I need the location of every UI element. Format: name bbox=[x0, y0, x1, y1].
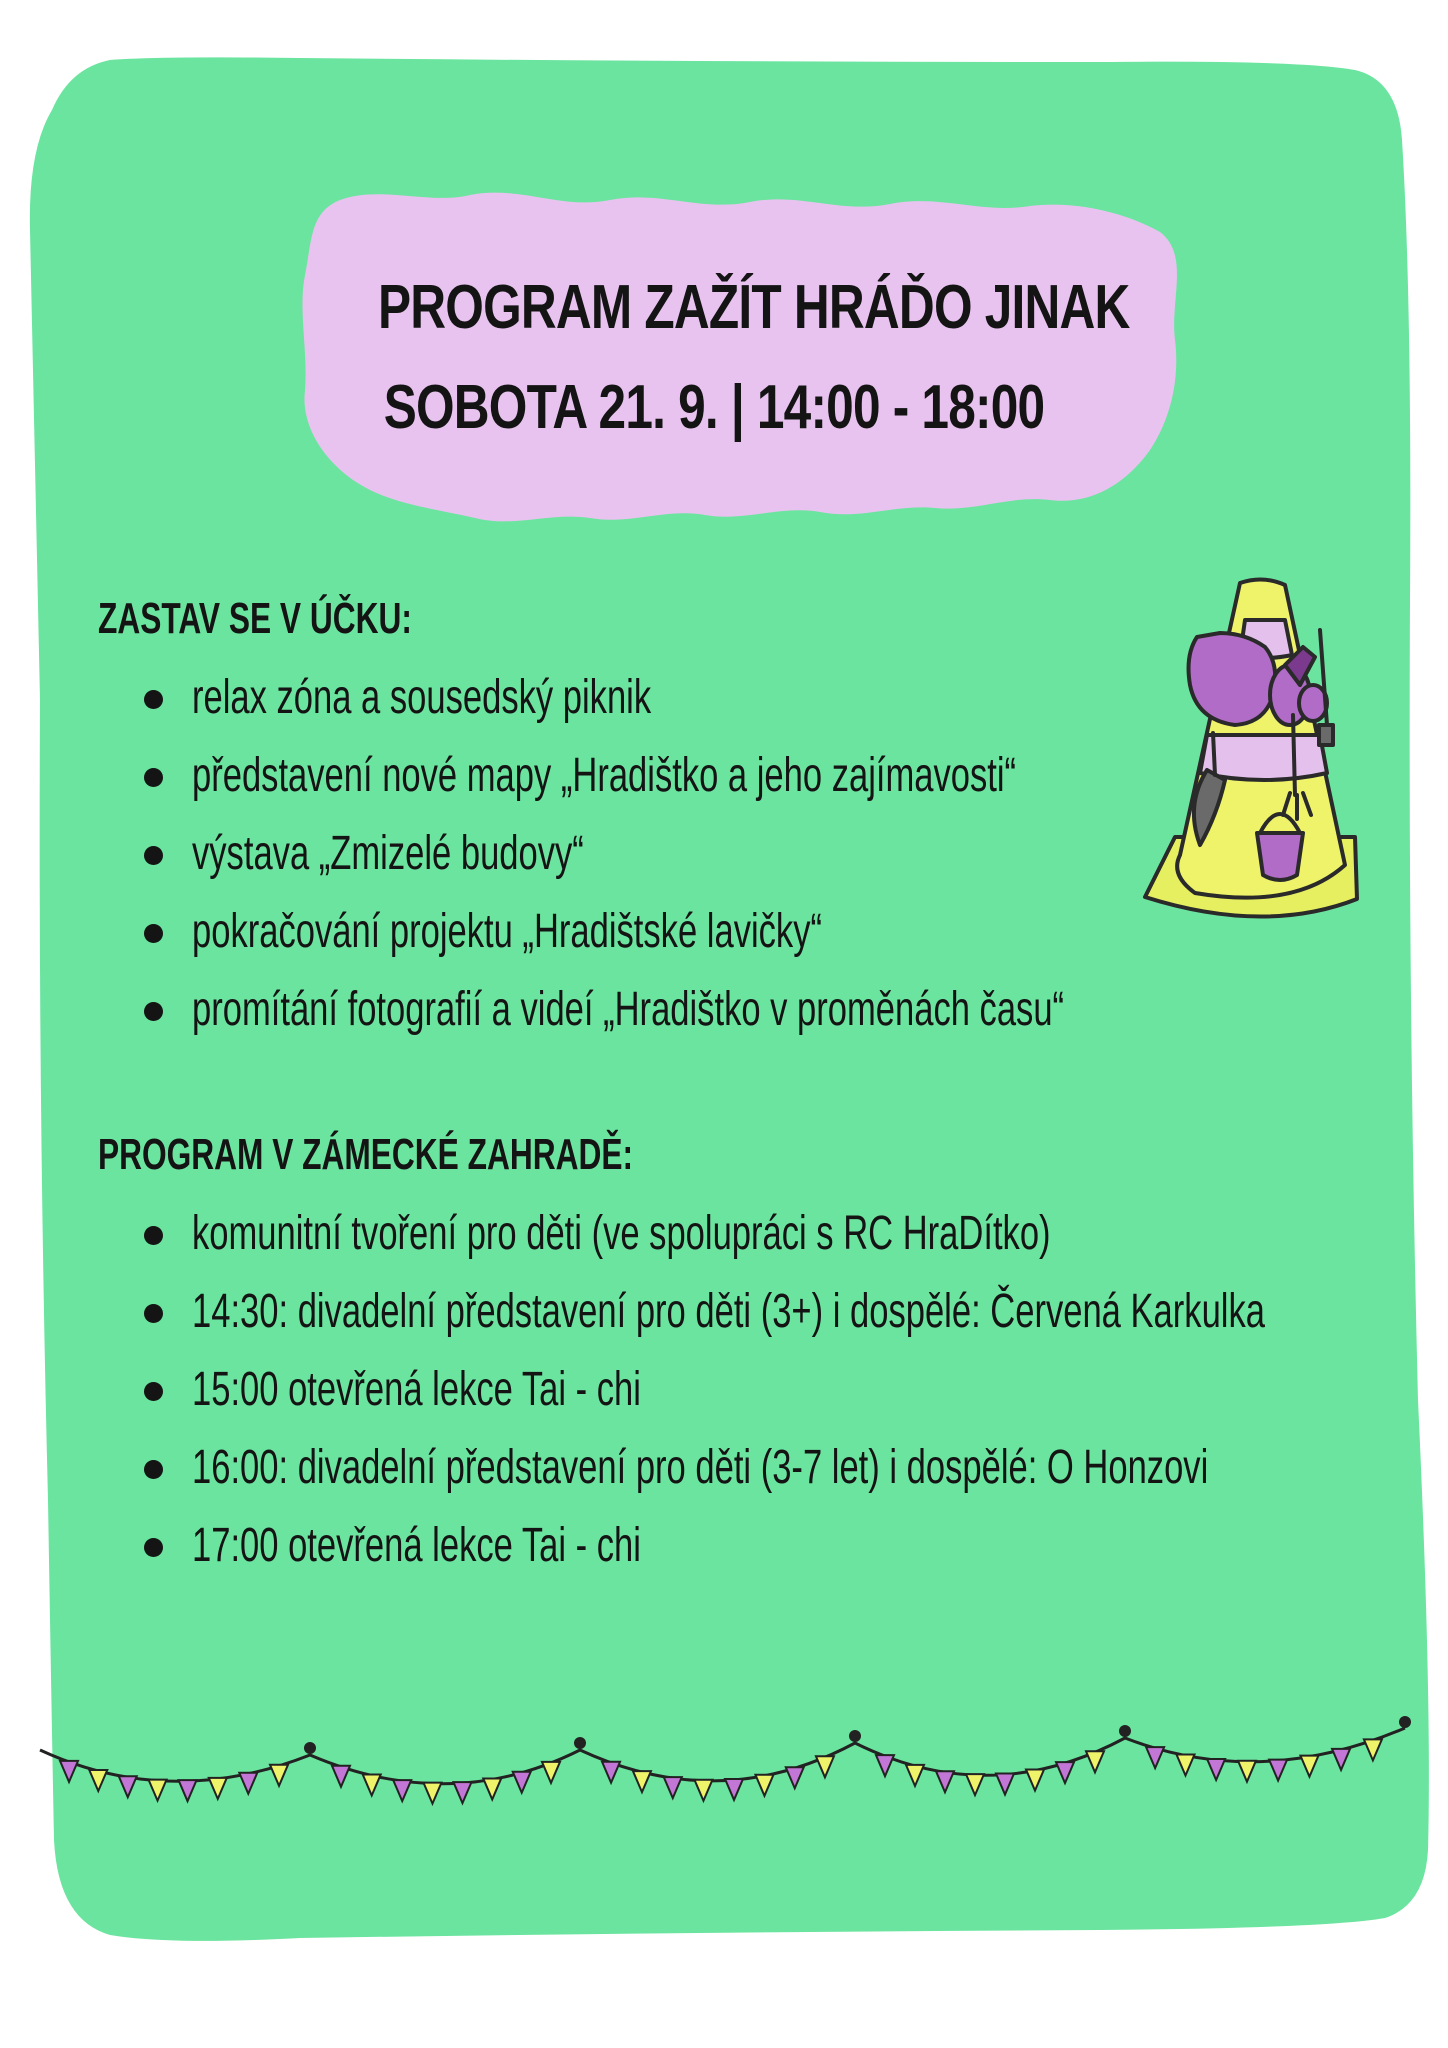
list-item-text: 16:00: divadelní představení pro děti (3-7 let) i dospělé: O Honzovi bbox=[192, 1441, 1209, 1494]
bullet-icon bbox=[144, 690, 163, 709]
section-heading-zahrada: PROGRAM V ZÁMECKÉ ZAHRADĚ: bbox=[98, 1130, 634, 1179]
list-item-text: výstava „Zmizelé budovy“ bbox=[192, 827, 584, 880]
bullet-icon bbox=[144, 1304, 163, 1323]
list-item-text: relax zóna a sousedský piknik bbox=[192, 671, 652, 724]
section-heading-ucko: ZASTAV SE V ÚČKU: bbox=[98, 594, 412, 643]
list-item-text: komunitní tvoření pro děti (ve spolupráci s RC HraDítko) bbox=[192, 1207, 1051, 1260]
title-cloud bbox=[302, 193, 1177, 522]
list-item-text: 14:30: divadelní představení pro děti (3+) i dospělé: Červená Karkulka bbox=[192, 1285, 1265, 1338]
bullet-icon bbox=[144, 1538, 163, 1557]
list-item-text: 15:00 otevřená lekce Tai - chi bbox=[192, 1363, 641, 1416]
bullet-icon bbox=[144, 924, 163, 943]
bullet-icon bbox=[144, 1382, 163, 1401]
bullet-icon bbox=[144, 846, 163, 865]
list-item-text: představení nové mapy „Hradištko a jeho zajímavosti“ bbox=[192, 749, 1017, 802]
bullet-icon bbox=[144, 1226, 163, 1245]
event-date-time: SOBOTA 21. 9. | 14:00 - 18:00 bbox=[383, 373, 1045, 442]
list-item-text: pokračování projektu „Hradištské lavičky“ bbox=[192, 905, 822, 958]
bullet-icon bbox=[144, 1460, 163, 1479]
list-item-text: 17:00 otevřená lekce Tai - chi bbox=[192, 1519, 641, 1572]
bullet-icon bbox=[144, 768, 163, 787]
page-title: PROGRAM ZAŽÍT HRÁĎO JINAK bbox=[378, 273, 1130, 342]
bullet-icon bbox=[144, 1002, 163, 1021]
list-item-text: promítání fotografií a videí „Hradištko v proměnách času“ bbox=[192, 983, 1065, 1036]
